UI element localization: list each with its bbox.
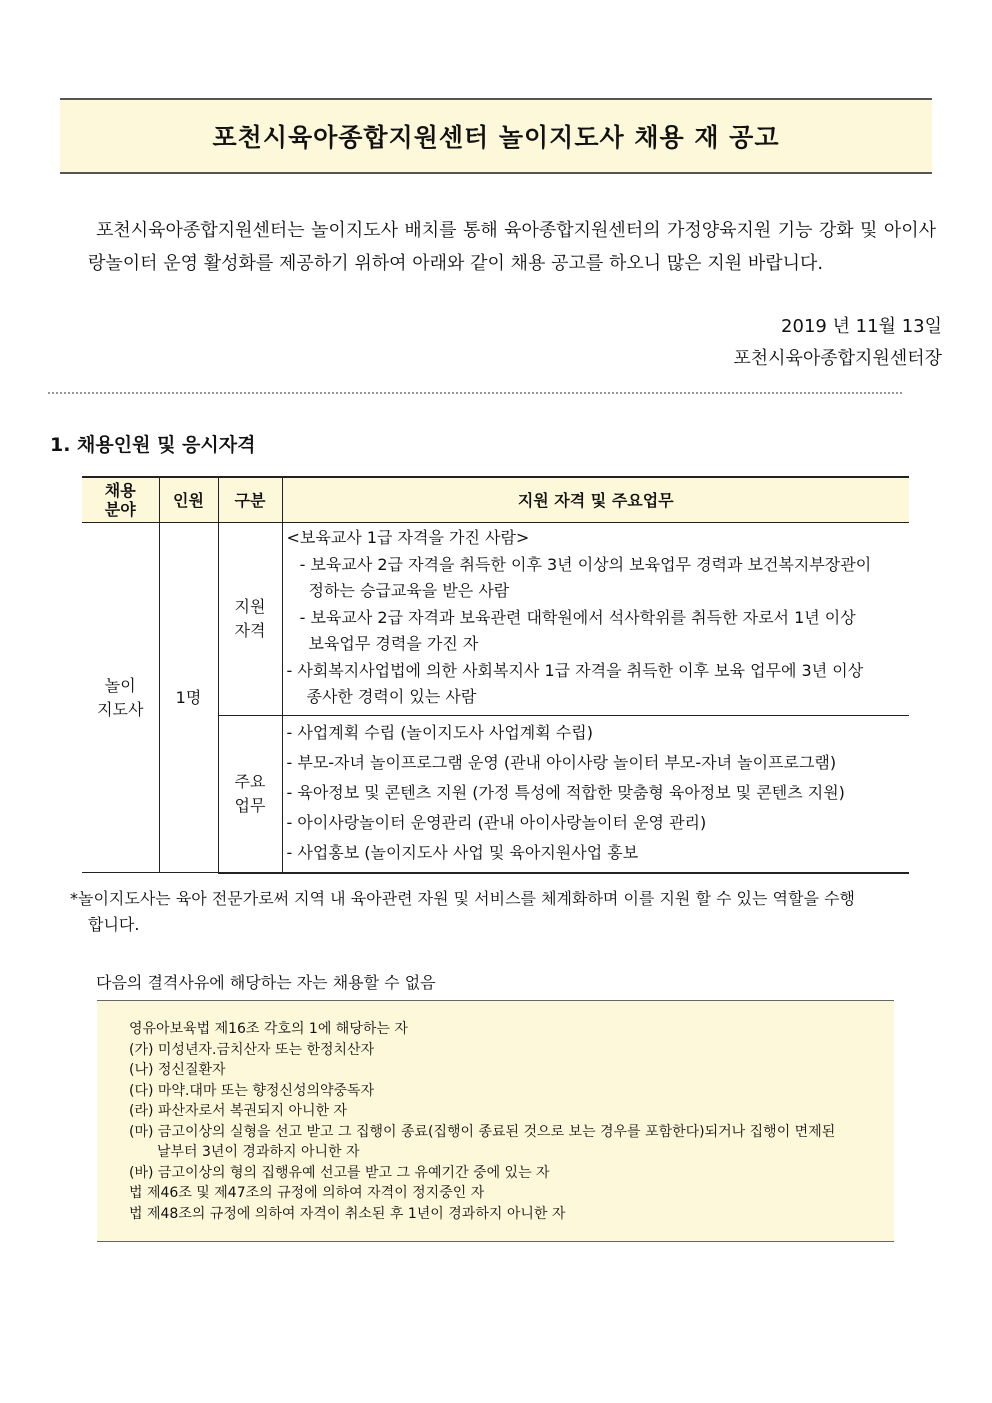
disqualification-item: (바) 금고이상의 형의 집행유예 선고를 받고 그 유예기간 중에 있는 자: [129, 1164, 550, 1181]
field-cell: 놀이 지도사: [82, 523, 159, 873]
section-heading: 1. 채용인원 및 응시자격: [50, 434, 256, 456]
qualification-line: - 보육교사 2급 자격과 보육관련 대학원에서 석사학위를 취득한 자로서 1년 이상: [294, 607, 856, 627]
disqualification-item: (나) 정신질환자: [129, 1062, 226, 1078]
disqualification-item: 법 제48조의 규정에 의하여 자격이 취소된 후 1년이 경과하지 아니한 자: [129, 1205, 566, 1222]
issuer-name: 포천시육아종합지원센터장: [733, 348, 942, 369]
note-line: *놀이지도사는 육아 전문가로써 지역 내 육아관련 자원 및 서비스를 체계화하며 이를 지원 할 수 있는 역할을 수행: [70, 889, 855, 908]
task-line: - 아이사랑놀이터 운영관리 (관내 아이사랑놀이터 운영 관리): [286, 812, 707, 832]
header-details: 지원 자격 및 주요업무: [282, 477, 909, 523]
header-category: 구분: [218, 477, 282, 523]
disqualification-item: (가) 미성년자.금치산자 또는 한정치산자: [129, 1041, 375, 1058]
count-cell: 1명: [159, 523, 218, 873]
task-line: - 부모-자녀 놀이프로그램 운영 (관내 아이사랑 놀이터 부모-자녀 놀이프로그램): [286, 752, 837, 772]
qualification-line: 종사한 경력이 있는 사람: [306, 687, 477, 706]
disqualification-item: (마) 금고이상의 실형을 선고 받고 그 집행이 종료(집행이 종료된 것으로 보는 경우를 포함한다)되거나 집행이 면제된: [129, 1123, 836, 1140]
announcement-date: 2019 년 11월 13일: [781, 316, 942, 337]
header-count: 인원: [159, 477, 218, 523]
qualification-line: - 사회복지사업법에 의한 사회복지사 1급 자격을 취득한 이후 보육 업무에 3년 이상: [286, 660, 864, 680]
intro-paragraph: [88, 214, 936, 280]
disqualification-item: (라) 파산자로서 복권되지 아니한 자: [129, 1103, 348, 1119]
qualification-line: <보육교사 1급 자격을 가진 사람>: [286, 528, 530, 547]
qualification-line: 보육업무 경력을 가진 자: [308, 634, 479, 653]
disqualification-item: 영유아보육법 제16조 각호의 1에 해당하는 자: [129, 1021, 408, 1037]
qualification-line: - 보육교사 2급 자격을 취득한 이후 3년 이상의 보육업무 경력과 보건복지부장관이: [294, 554, 872, 574]
dotted-divider: [48, 392, 902, 394]
table-header-row: [82, 477, 909, 523]
task-line: - 사업계획 수립 (놀이지도사 사업계획 수립): [286, 722, 593, 742]
disqualification-item: 날부터 3년이 경과하지 아니한 자: [157, 1144, 360, 1160]
title-banner: [60, 98, 932, 174]
intro-text: 포천시육아종합지원센터는 놀이지도사 배치를 통해 육아종합지원센터의 가정양육지원 기능 강화 및 아이사랑놀이터 운영 활성화를 제공하기 위하여 아래와 같이 채용 공고를 하오니 많은 지원 바랍니다.: [88, 220, 936, 274]
disqualification-item: 법 제46조 및 제47조의 규정에 의하여 자격이 정지중인 자: [129, 1185, 485, 1201]
qualification-label: 지원 자격: [218, 523, 282, 716]
disqualification-heading: 다음의 결격사유에 해당하는 자는 채용할 수 없음: [96, 973, 436, 992]
task-line: - 사업홍보 (놀이지도사 사업 및 육아지원사업 홍보: [286, 842, 639, 862]
task-line: - 육아정보 및 콘텐츠 지원 (가정 특성에 적합한 맞춤형 육아정보 및 콘텐츠 지원): [286, 782, 845, 802]
tasks-content: [282, 715, 909, 873]
tasks-label: 주요 업무: [218, 715, 282, 873]
recruitment-table: [82, 476, 909, 874]
table-row-qualification: [82, 523, 909, 716]
header-field: 채용 분야: [82, 477, 159, 523]
disqualification-box: [97, 1000, 894, 1242]
disqualification-item: (다) 마약.대마 또는 향정신성의약중독자: [129, 1082, 375, 1099]
note-line: 합니다.: [88, 915, 140, 934]
role-note: [70, 886, 920, 938]
page-title: 포천시육아종합지원센터 놀이지도사 채용 재 공고: [212, 123, 780, 152]
qualification-content: [282, 523, 909, 716]
qualification-line: 정하는 승급교육을 받은 사람: [308, 581, 510, 600]
